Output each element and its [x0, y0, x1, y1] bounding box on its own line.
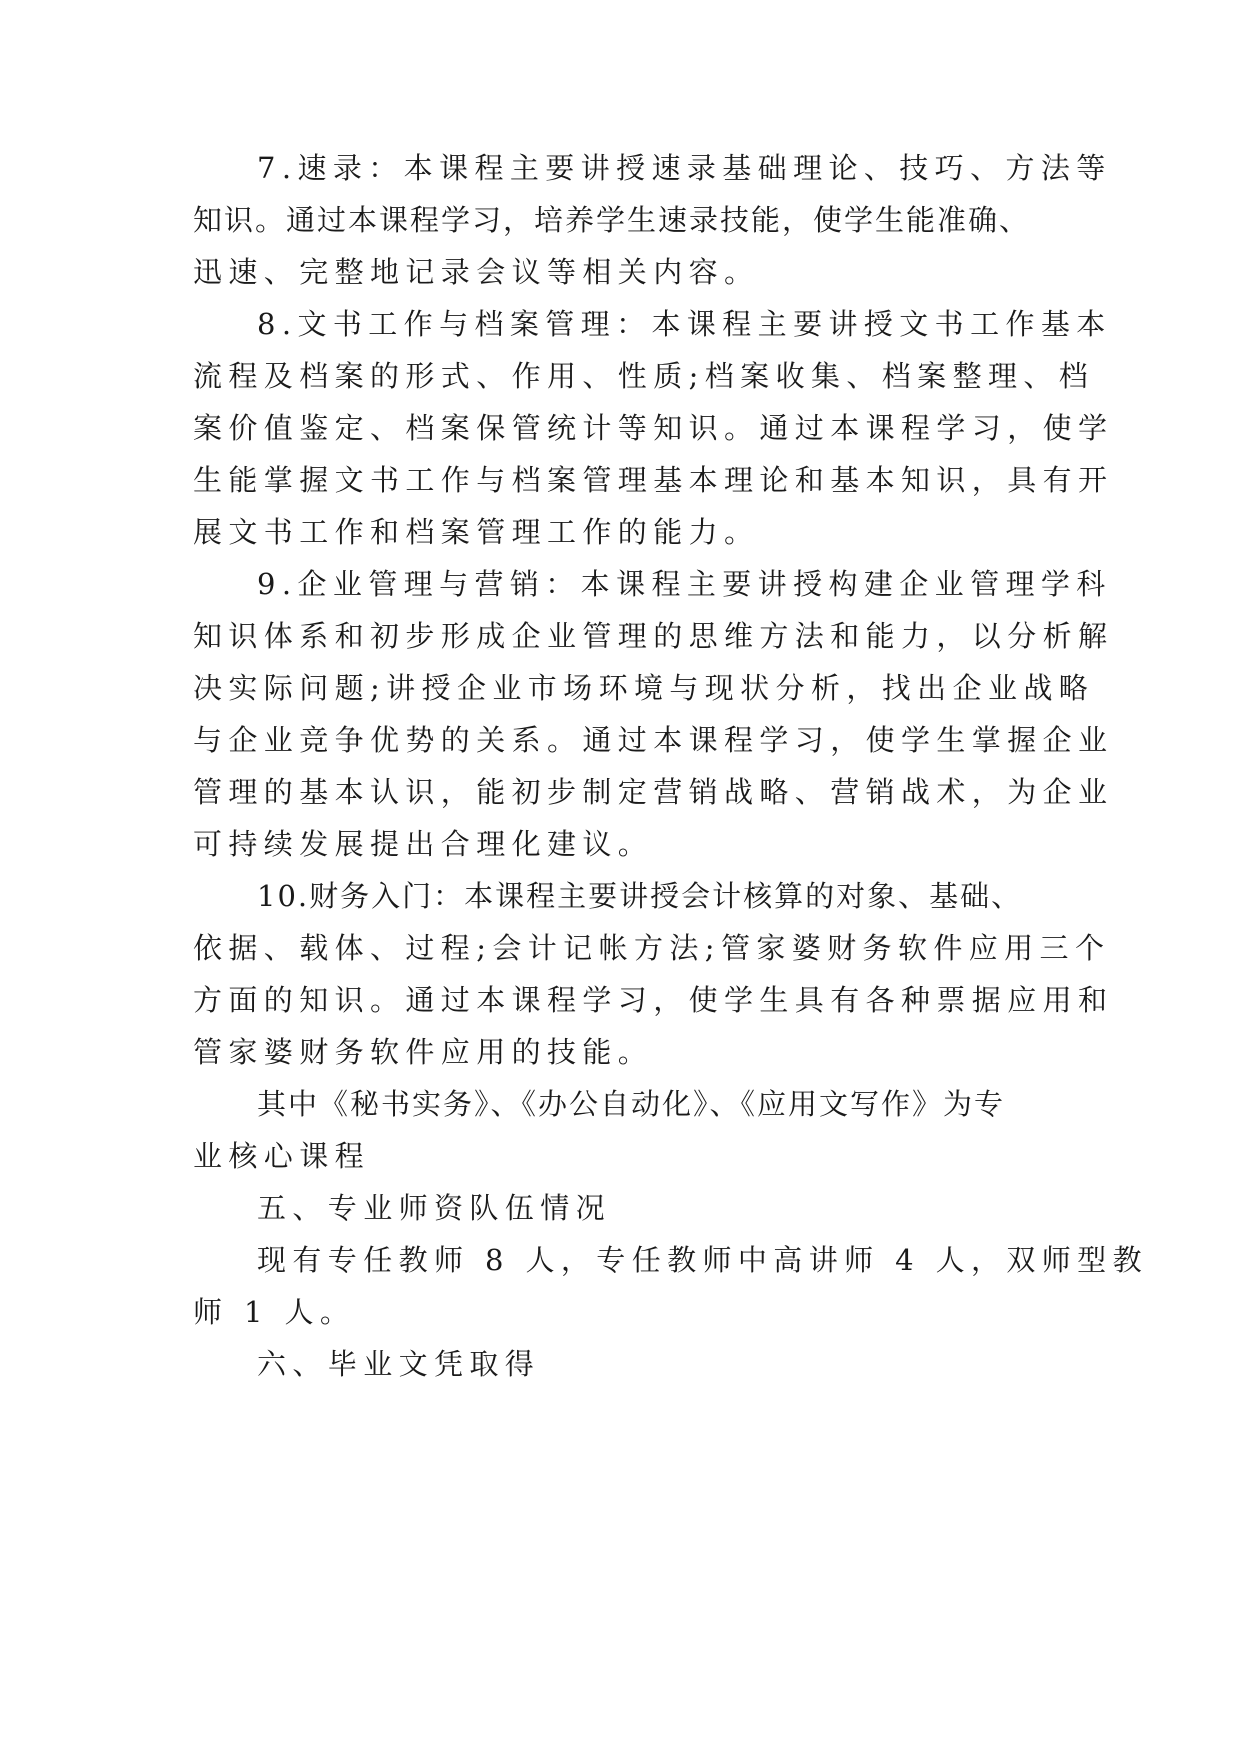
text-line: 可持续发展提出合理化建议。	[193, 827, 654, 861]
text-line: 迅速、完整地记录会议等相关内容。	[193, 255, 760, 289]
text-line: 依据、载体、过程;会计记帐方法;管家婆财务软件应用三个	[193, 931, 1111, 965]
text-line: 师 1 人。	[193, 1295, 356, 1329]
text-line: 生能掌握文书工作与档案管理基本理论和基本知识，具有开	[193, 463, 1114, 497]
section-heading: 六、毕业文凭取得	[257, 1347, 541, 1381]
text-line: 现有专任教师 8 人，专任教师中高讲师 4 人，双师型教	[257, 1243, 1148, 1277]
text-line: 其中《秘书实务》、《办公自动化》、《应用文写作》为专	[257, 1087, 1006, 1121]
text-line: 业核心课程	[193, 1139, 371, 1173]
text-line: 管理的基本认识，能初步制定营销战略、营销战术，为企业	[193, 775, 1114, 809]
text-line: 与企业竞争优势的关系。通过本课程学习，使学生掌握企业	[193, 723, 1114, 757]
text-line: 流程及档案的形式、作用、性质;档案收集、档案整理、档	[193, 359, 1095, 393]
text-line: 决实际问题;讲授企业市场环境与现状分析，找出企业战略	[193, 671, 1095, 705]
section-heading: 五、专业师资队伍情况	[257, 1191, 612, 1225]
text-line: 10.财务入门：本课程主要讲授会计核算的对象、基础、	[257, 879, 1023, 913]
text-line: 8.文书工作与档案管理：本课程主要讲授文书工作基本	[257, 307, 1112, 341]
text-line: 方面的知识。通过本课程学习，使学生具有各种票据应用和	[193, 983, 1114, 1017]
text-line: 知识体系和初步形成企业管理的思维方法和能力，以分析解	[193, 619, 1114, 653]
text-line: 7.速录：本课程主要讲授速录基础理论、技巧、方法等	[257, 151, 1112, 185]
text-line: 知识。通过本课程学习，培养学生速录技能，使学生能准确、	[193, 203, 1031, 237]
text-line: 管家婆财务软件应用的技能。	[193, 1035, 654, 1069]
text-line: 案价值鉴定、档案保管统计等知识。通过本课程学习，使学	[193, 411, 1114, 445]
text-line: 9.企业管理与营销：本课程主要讲授构建企业管理学科	[257, 567, 1112, 601]
text-line: 展文书工作和档案管理工作的能力。	[193, 515, 760, 549]
